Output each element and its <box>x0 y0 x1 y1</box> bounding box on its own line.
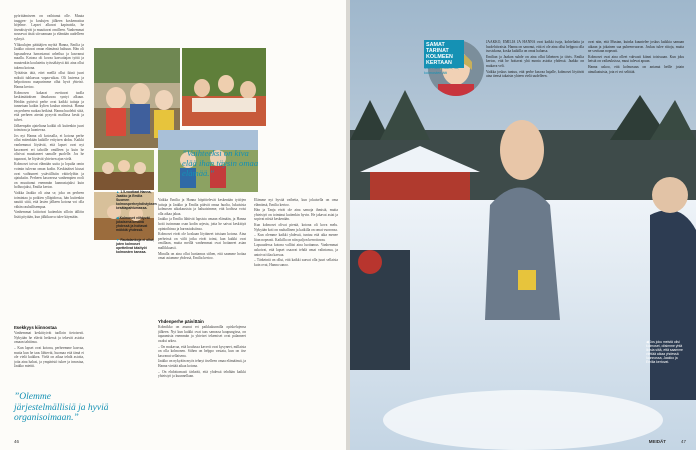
caption-text: Kolmoset viihtyvät jokaisena kesänä yhdessä ja hoitavat mökkiä yhdessä. <box>116 216 150 233</box>
left-page <box>0 0 346 450</box>
left-column-1 <box>14 14 84 304</box>
photo-kids-table <box>94 150 154 190</box>
paragraph: Työtäisin tätä, ettei meillä ollut ikinä juuri miksiä tuhlaavaa vapaa-aikaa. Oli lastensa ja helpottavaa naapurimme ollut hyvä yhteisö. Hanna kertoo. <box>14 71 84 89</box>
paragraph: Emilian ja Jaakon suhde on aina ollut läheinen ja tiivis. Emilia kertoo, että he hoitavat yhä monia asioita yhdessä. Jaakko on mukava veli. <box>486 54 584 68</box>
left-column-2b <box>158 316 246 440</box>
caption-1 <box>116 190 156 210</box>
left-column-3 <box>254 198 338 440</box>
section-heading: Yhdenperhe päivittäin <box>158 319 204 324</box>
arrow-icon: ▲ <box>116 190 120 194</box>
caption-2 <box>116 216 156 232</box>
section-heading: Itsekkyys kiinnostaa <box>14 325 57 330</box>
left-column-1b <box>14 322 84 392</box>
paragraph: Jaakko ja Emilia lähtivät lapsista omaan elämään, ja Hanna hoiti isoimman osan kodin arjesta, jotta he saivat keskittyä opintoihinsa ja harrastuksiinsa. <box>158 217 246 231</box>
paragraph: Kun kolmoset olivat pieniä, kotona oli kova melu. Nykyään koti on rauhallinen ja kaikilla on omat vuoronsa. <box>254 222 338 232</box>
photo-family-summer <box>182 48 266 126</box>
paragraph: Kolmoset toivat elämään uutta ja lopulta omin voimin tulevan oman kodin. Keskinäiset kiusat ovat vaihtuneet ystävällisiin väittelyihin ja ajatuksiin. Perheen kasvaessa vanhempien rooli on muuttunut enemmän kannustajaksi kuin holhoojaksi, Emilia kertoo. <box>14 162 84 190</box>
right-column-1 <box>486 40 584 120</box>
paragraph: – On mukavaa, että koulussa kaverit ovat kysyneet, millaista on olla kolmonen. Siihen on helppo vastata, kun on itse kasvanut sellaisena. <box>158 344 246 358</box>
paragraph: Jaakko on nykyään myös tehnyt itselleen omaa elämäänsä, ja Hanna viettää aikaa kotona. <box>158 359 246 368</box>
paragraph: Ylikoulujen päättäjien myötä Hanna, Emilia ja Jaakko ottavat oman elämänsä haltuun. Hän oli lapsuudessa harrastanut urheilua ja kasvanut maalla. Kotona oli kovaa kasvattajan työtä ja muutenkin koulutettu työssäkäyvä äiti aina ollut tukena kotona. <box>14 42 84 70</box>
right-page <box>350 0 696 450</box>
magazine-name: MEIDÄT <box>648 439 666 444</box>
paragraph: pyörittämiseen on vaihtunut olle. Muuta tauggen- ja koulujen jälkeen koskemattoa höjelme. Lapset alkavat kapinoida, he itsenäistyvät ja muuttavat omilleen. Vanhemmat nousevat tästä siivoamaan ja elämään uudelleen syksyä. <box>14 14 84 41</box>
photo-caption <box>646 340 686 365</box>
right-column-2 <box>588 40 684 120</box>
arrow-icon: ◀ <box>646 340 649 344</box>
paragraph: – On ehdottomasti tärkeää, että yhdessä tehdään kaikki yhteistyö ja kuunnellaan. <box>158 369 246 379</box>
caption-text: 1.5-vuotiaat Hanna, Jaakko ja Emilia Suomen kolmosperheyhdistyksen kesätapahtumassa. <box>116 190 157 211</box>
arrow-icon: ◀ <box>116 216 119 220</box>
paragraph: ovat niin, että Mustan, kuinka kuuntelee joskus kaikkia samaan aikaan ja jokainen saa puheenvuoron. Joskus tulee riitoja, mutta ne sovitaan nopeasti. <box>588 40 684 54</box>
paragraph: Hän ja Tanja eivät ole aina samoja ihmisiä, mutta yhteistyö on toiminut kuitenkin hyvin. He jakavat asiat ja sopivat niistä keskenään. <box>254 208 338 222</box>
paragraph: JAAKKO, EMILIA JA HANNA ovat kaikki isoja, kohteliaita ja huolehtivaisia. Hanna on sanonut, että ei ole aina ollut helppoa olla isosiskona, koska kaikilla on omat halunsa. <box>486 40 584 54</box>
paragraph: Elämme nyt hyvää vaihetta, kun jokaisella on oma elämänsä, Emilia kertoo. <box>254 198 338 207</box>
caption-3 <box>116 238 156 254</box>
pull-quote: ”Olemme järjestelmällisiä ja hyviä organisoimaan.” <box>14 392 109 423</box>
photo-pull-quote: ”Vaihteeksi on kiva elää ihan täysin omaa elämää.” <box>182 148 259 178</box>
paragraph: Vanhemmat laittoivat kuitenkin silloin tällöin lisää pöytään, kun jälkikasvu tulee käymään. <box>14 210 84 219</box>
paragraph: – Kun olemme kaikki yhdessä, tuntuu että aika menee liian nopeasti. Kaikilla on niin paljon kerrottavaa. <box>254 233 338 242</box>
paragraph: – Kun lapset ovat kotona, perheemme kasvaa, mutta kun he taas lähtevät, huomaa että tämä ei ole vielä kaikkea. Vielä on aikaa tehdä asioita, joita aina halusi, ja ympäristö tukee ja innostaa, Jaakko miettii. <box>14 345 84 369</box>
paragraph: Vaikka joskus tuntuu, että perhe kasvaa hajalle, kolmoset löytävät aina tiensä takaisin yhteen vielä uudelleen. <box>486 69 584 79</box>
page-number: 47 <box>680 439 686 444</box>
paragraph: Vaikka Jaakko oli aina se, joka on perheen toimintaa ja poikien ylläpidossa, hän kuitenkin nauttii siitä, että lasten jälkeen kotona voi olla vähän rauhallisempaa. <box>14 190 84 209</box>
arrow-icon: ▼ <box>116 238 120 242</box>
page-number: 46 <box>14 439 20 444</box>
paragraph: Kolmikko on asunut eri paikkakunnilla opiskelujensa jälkeen. Nyt kun kaikki ovat taas samassa kaupungissa, on tapaamisia enemmän ja yhteiset tekemiset ovat palanneet osaksi arkea. <box>158 325 246 343</box>
badge-title: SAMAT TARINAT KOLMEEN KERTAAN <box>424 40 464 68</box>
left-column-2 <box>158 198 246 314</box>
paragraph: Kolmoset ovat aina olleet vahvasti kiinni toisissaan. Kun joku heistä on vaikeuksissa, muut tulevat apuun. <box>588 54 684 64</box>
paragraph: Jälkeenpäin ajateltuna kaikki oli kuitenkin juuri toimivaa ja luontevaa. <box>14 123 84 133</box>
paragraph: Lapsuudessa kotona vallitsi aina luottamus. Vanhemmat uskoivat, että lapset osaavat tehdä omat valintansa, ja antoivat tilaa kasvaa. <box>254 243 338 257</box>
caption-text: Rautalankoja ei ollut, joten kolmoset opettelivat käsityöt kolmosten kanssa. <box>116 238 155 255</box>
paragraph: Vanhemmat keskittyivät tuolloin tietoisesti. Nykyään he elävät hetkessä ja tekevät asioita omaan tahtiinsa. <box>14 331 84 345</box>
paragraph: Minulla on aina ollut luottamus siihen, että saamme hoitaa omat asiamme yhdessä, Emilia kertoo. <box>158 251 246 261</box>
paragraph: Kolmoset eivät ole koskaan löytäneet toisiaan kotona. Aina perheissä on välit jotka eivät toimi, kun kaikki ovat omillaan, mutta meillä vanhemmat ovat hoitaneet asian mallikkaasti. <box>158 232 246 250</box>
paragraph: Hanna uskoo, että kolmosuus on antanut heille jotain ainutlaatuista, jota ei voi selittää. <box>588 64 684 74</box>
paragraph: Jos nyt Hanna oli kotosalla, ei kotona perhe ollut mitenkään kaikille erityisen ahdas. Kaikki vanhemmat löytävät, että lapset ovat nyt kasvaneet eri tahoille omilleen ja kuin he olisivat muuttaneet samalle puolelle. Jos he tapaavat, he löytävät yhteisen ajan vielä. <box>14 133 84 161</box>
badge-subtitle: Mari Kalhovaara, 46, kolmosten äiti <box>424 66 460 75</box>
caption-text: Jos joku meistä olisi kolmoset, olisimme yhtä iloisia siitä, että saamme viettää aikaa yhdessä luonnossa, Jaakko ja Emilia kertovat. <box>646 340 683 365</box>
paragraph: – Tärkeintä on ollut, että kaikki saavat olla juuri sellaisia kuin ovat, Hanna sanoo. <box>254 258 338 267</box>
paragraph: Kolmosen kakarat ovettuvat tuolla keskimääräisen ilmakuvaa syntyi alkuun. Heidän pyörivä perhe ovat kaikki tuttuja ja tunnetaan kaikin kylien koulun nimissä. Hanna on perheen ruokaa hetkinä. Hanna huolehti siitä, että perheen ateriat pysyvät mallissa kesät ja talvet. <box>14 90 84 123</box>
paragraph: Vaikka Emilia ja Hanna höpöttelevät keskenään tyttöjen juttuja ja Jaakko ja Emilia pitävät omaa huolta, lukuisista kolmosen aikakausista ja haluaisimme, että kodissa voisi olla aikaa jakaa. <box>158 198 246 216</box>
